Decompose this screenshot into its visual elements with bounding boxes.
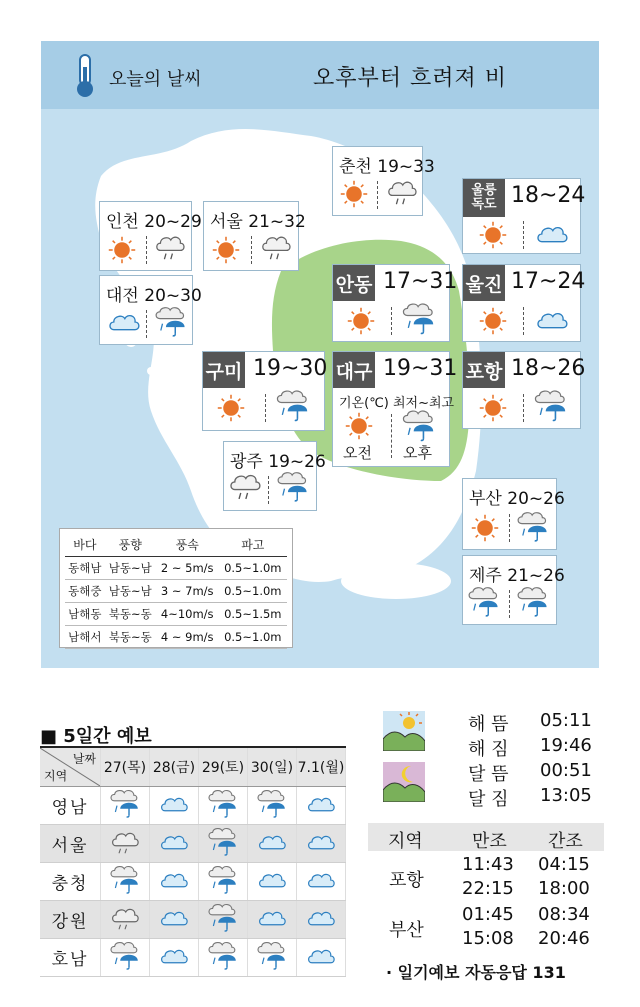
tide-time: 04:15	[538, 854, 590, 875]
cloud-icon	[306, 906, 336, 930]
city-card-incheon	[99, 201, 202, 271]
forecast-row	[40, 825, 346, 863]
corner-bottom-label: 지역	[44, 769, 68, 783]
divider	[523, 307, 524, 335]
umbrella-rain-icon	[207, 865, 239, 895]
forecast-row	[40, 787, 346, 825]
corner-cell	[40, 747, 101, 787]
city-tag: 구미	[203, 352, 245, 388]
header-title: 오후부터 흐려져 비	[313, 66, 508, 91]
pm-label: 오후	[403, 444, 432, 462]
cloud-icon	[306, 944, 336, 968]
city-temp: 18~24	[511, 183, 586, 208]
cloud-icon	[159, 830, 189, 854]
umbrella-rain-icon	[401, 410, 437, 442]
table-cell: 0.5~1.0m	[219, 557, 287, 580]
table-cell: 0.5~1.0m	[219, 580, 287, 603]
city-name: 춘천 19~33	[339, 157, 435, 177]
table-row	[65, 580, 287, 603]
umbrella-rain-icon	[275, 390, 311, 422]
divider	[391, 307, 392, 335]
cloud-rain-icon	[260, 234, 292, 262]
umbrella-rain-icon	[207, 789, 239, 819]
tide-header	[368, 823, 604, 851]
day-header: 27(목)	[101, 747, 150, 787]
sun-icon	[347, 307, 375, 335]
umbrella-rain-icon	[276, 471, 310, 503]
umbrella-rain-icon	[516, 511, 550, 543]
city-card-gumi	[202, 351, 328, 431]
tide-time: 08:34	[538, 904, 590, 925]
table-cell: 3 ~ 7m/s	[156, 580, 219, 603]
divider	[523, 394, 524, 422]
moonrise-mountain-icon	[383, 762, 425, 802]
tide-time: 01:45	[462, 904, 514, 925]
city-card-jeju	[462, 555, 565, 625]
sun-icon	[108, 236, 136, 264]
cloud-icon	[306, 792, 336, 816]
cloud-icon	[159, 944, 189, 968]
divider	[391, 414, 392, 458]
table-row	[65, 603, 287, 626]
tide-time: 20:46	[538, 928, 590, 949]
umbrella-rain-icon	[207, 903, 239, 933]
cloud-rain-icon	[228, 472, 262, 502]
city-name: 부산 20~26	[469, 489, 565, 509]
region-label: 충청	[40, 863, 101, 901]
sun-icon	[340, 180, 368, 208]
sunrise-label: 해 뜸	[468, 714, 509, 735]
city-card-gwangju	[223, 441, 326, 511]
dark-cloud-icon	[110, 828, 140, 856]
city-temp: 18~26	[511, 356, 586, 381]
city-card-andong	[332, 264, 458, 342]
divider	[146, 310, 147, 338]
divider	[509, 514, 510, 542]
divider	[377, 181, 378, 209]
day-header: 7.1(월)	[297, 747, 346, 787]
umbrella-rain-icon	[467, 586, 501, 618]
umbrella-rain-icon	[207, 941, 239, 971]
region-label: 호남	[40, 939, 101, 977]
city-name: 제주 21~26	[469, 566, 565, 586]
city-card-pohang	[462, 351, 586, 429]
city-tag: 포항	[463, 352, 505, 388]
tide-header-high: 만조	[472, 831, 507, 852]
city-temp: 19~30	[253, 356, 328, 381]
table-row	[65, 557, 287, 580]
umbrella-rain-icon	[109, 941, 141, 971]
city-temp: 17~31	[383, 269, 458, 294]
city-name: 광주 19~26	[230, 452, 326, 472]
cloud-icon	[535, 221, 569, 247]
cloud-icon	[257, 868, 287, 892]
dark-cloud-icon	[110, 904, 140, 932]
forecast-row	[40, 939, 346, 977]
forecast-header-row	[40, 747, 346, 787]
umbrella-rain-icon	[109, 865, 141, 895]
city-card-uljin	[462, 264, 586, 342]
city-name: 서울 21~32	[210, 212, 306, 232]
divider	[509, 590, 510, 618]
city-tag: 안동	[333, 265, 375, 301]
moonrise-label: 달 뜸	[468, 764, 509, 785]
umbrella-rain-icon	[154, 306, 188, 338]
divider	[146, 236, 147, 264]
am-label: 오전	[343, 444, 372, 462]
tide-region-pohang: 포항	[389, 870, 424, 891]
forecast-row	[40, 863, 346, 901]
sea-header: 풍속	[156, 533, 219, 557]
sun-icon	[217, 394, 245, 422]
cloud-icon	[159, 868, 189, 892]
table-cell: 0.5~1.0m	[219, 626, 287, 649]
sunrise-mountain-icon	[383, 711, 425, 751]
thermometer-icon	[71, 53, 99, 99]
city-card-ulleung	[462, 178, 586, 254]
header-bar	[41, 41, 599, 109]
cloud-icon	[306, 830, 336, 854]
umbrella-rain-icon	[516, 586, 550, 618]
day-header: 29(토)	[199, 747, 248, 787]
umbrella-rain-icon	[533, 390, 569, 422]
cloud-icon	[257, 830, 287, 854]
table-cell: 0.5~1.5m	[219, 603, 287, 626]
table-cell: 2 ~ 5m/s	[156, 557, 219, 580]
moonset-label: 달 짐	[468, 789, 509, 810]
corner-top-label: 날짜	[72, 752, 96, 766]
tide-time: 18:00	[538, 878, 590, 899]
umbrella-rain-icon	[256, 941, 288, 971]
tide-time: 22:15	[462, 878, 514, 899]
divider	[251, 236, 252, 264]
footer-hotline: · 일기예보 자동응답 131	[386, 963, 566, 982]
sun-icon	[471, 514, 499, 542]
table-cell: 북동~동	[105, 626, 156, 649]
city-card-busan	[462, 478, 565, 550]
tide-header-region: 지역	[388, 831, 423, 852]
umbrella-rain-icon	[401, 303, 437, 335]
divider	[268, 476, 269, 504]
table-row	[65, 626, 287, 649]
tide-time: 11:43	[462, 854, 514, 875]
city-temp: 17~24	[511, 269, 586, 294]
cloud-icon	[107, 308, 141, 336]
cloud-icon	[159, 906, 189, 930]
cloud-icon	[535, 307, 569, 333]
sunset-time: 19:46	[540, 735, 592, 756]
cloud-icon	[306, 868, 336, 892]
day-header: 30(일)	[248, 747, 297, 787]
city-temp: 19~31	[383, 356, 458, 381]
cloud-icon	[257, 906, 287, 930]
table-cell: 북동~동	[105, 603, 156, 626]
umbrella-rain-icon	[109, 789, 141, 819]
legend-note: 기온(℃) 최저~최고	[339, 396, 455, 411]
tide-time: 15:08	[462, 928, 514, 949]
forecast-table	[40, 746, 346, 977]
sea-header: 바다	[65, 533, 105, 557]
table-cell: 남해동	[65, 603, 105, 626]
forecast-row	[40, 901, 346, 939]
header-label: 오늘의 날씨	[109, 69, 202, 90]
city-card-seoul	[203, 201, 306, 271]
cloud-rain-icon	[154, 234, 186, 262]
umbrella-rain-icon	[256, 789, 288, 819]
sea-header: 파고	[219, 533, 287, 557]
table-cell: 동해남	[65, 557, 105, 580]
region-label: 강원	[40, 901, 101, 939]
moonrise-time: 00:51	[540, 760, 592, 781]
table-cell: 남해서	[65, 626, 105, 649]
moonset-time: 13:05	[540, 785, 592, 806]
cloud-icon	[159, 792, 189, 816]
divider	[523, 221, 524, 249]
sun-icon	[479, 307, 507, 335]
tide-header-low: 간조	[548, 831, 583, 852]
city-name: 대전 20~30	[106, 286, 202, 306]
forecast-title: ■ 5일간 예보	[40, 726, 152, 747]
sunset-label: 해 짐	[468, 739, 509, 760]
city-card-daejeon	[99, 275, 202, 345]
sun-icon	[479, 394, 507, 422]
table-cell: 4~10m/s	[156, 603, 219, 626]
sun-icon	[345, 412, 373, 440]
sea-header: 풍향	[105, 533, 156, 557]
sun-icon	[212, 236, 240, 264]
region-label: 영남	[40, 787, 101, 825]
city-card-chuncheon	[332, 146, 435, 216]
table-cell: 남동~남	[105, 580, 156, 603]
umbrella-rain-icon	[207, 827, 239, 857]
city-card-daegu	[332, 351, 458, 467]
sunrise-time: 05:11	[540, 710, 592, 731]
day-header: 28(금)	[150, 747, 199, 787]
sun-icon	[479, 221, 507, 249]
tide-region-busan: 부산	[389, 920, 424, 941]
sea-conditions-table	[59, 528, 293, 648]
divider	[265, 394, 266, 422]
city-tag: 울릉 독도	[463, 179, 505, 217]
cloud-rain-icon	[386, 179, 418, 207]
table-cell: 남동~남	[105, 557, 156, 580]
city-name: 인천 20~29	[106, 212, 202, 232]
table-cell: 동해중	[65, 580, 105, 603]
table-cell: 4 ~ 9m/s	[156, 626, 219, 649]
city-tag: 대구	[333, 352, 375, 388]
region-label: 서울	[40, 825, 101, 863]
city-tag: 울진	[463, 265, 505, 301]
